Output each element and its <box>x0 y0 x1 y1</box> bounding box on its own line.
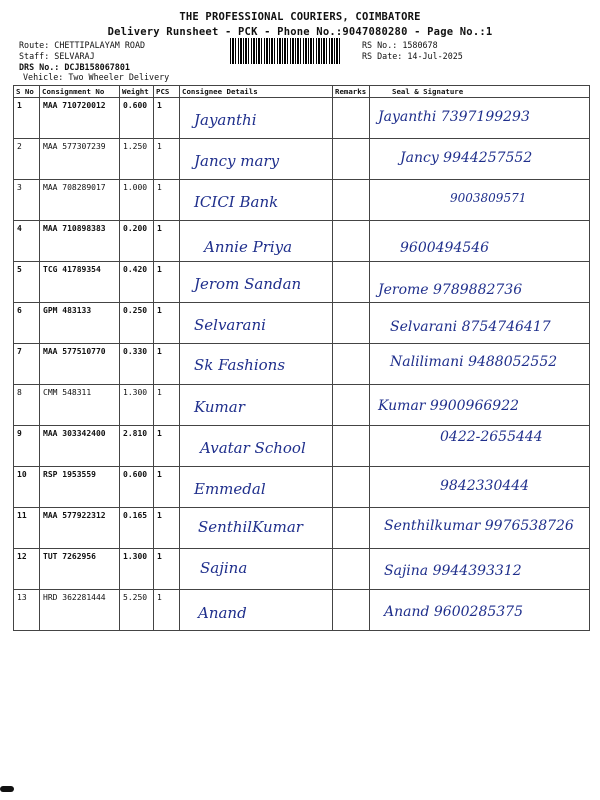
sno: 12 <box>14 549 40 590</box>
consignment-no: CMM 548311 <box>40 385 120 426</box>
consignee-handwriting: Anand <box>198 604 247 622</box>
consignee-handwriting: Jancy mary <box>194 152 280 170</box>
table-row <box>14 221 590 262</box>
company-title: THE PROFESSIONAL COURIERS, COIMBATORE <box>179 11 421 23</box>
drs-number: DRS No.: DCJB158067801 <box>19 62 130 72</box>
consignment-no: MAA 710720012 <box>40 98 120 139</box>
consignee-handwriting: Sajina <box>200 559 248 577</box>
consignee-handwriting: Jerom Sandan <box>194 275 302 293</box>
remarks <box>333 98 370 139</box>
signature-cell <box>370 98 590 139</box>
sno: 6 <box>14 303 40 344</box>
weight: 0.600 <box>120 98 154 139</box>
signature-cell <box>370 426 590 467</box>
sno: 3 <box>14 180 40 221</box>
pcs: 1 <box>154 590 180 631</box>
header-pcs: PCS <box>154 86 180 98</box>
signature-cell <box>370 590 590 631</box>
pcs: 1 <box>154 549 180 590</box>
header-sno: S No <box>14 86 40 98</box>
signature-cell <box>370 344 590 385</box>
table-row <box>14 303 590 344</box>
signature-handwriting: 0422-2655444 <box>440 429 543 445</box>
consignment-no: TCG 41789354 <box>40 262 120 303</box>
table-row <box>14 467 590 508</box>
header-consignment: Consignment No <box>40 86 120 98</box>
sno: 7 <box>14 344 40 385</box>
rs-number: RS No.: 1580678 <box>362 40 438 50</box>
route-label: Route: CHETTIPALAYAM ROAD <box>19 40 146 50</box>
pcs: 1 <box>154 180 180 221</box>
weight: 2.810 <box>120 426 154 467</box>
table-row <box>14 508 590 549</box>
consignee-cell <box>180 344 333 385</box>
weight: 0.165 <box>120 508 154 549</box>
signature-handwriting: Jayanthi 7397199293 <box>378 109 530 125</box>
consignee-cell <box>180 467 333 508</box>
scan-mark <box>0 786 14 792</box>
signature-cell <box>370 180 590 221</box>
remarks <box>333 221 370 262</box>
consignee-cell <box>180 303 333 344</box>
pcs: 1 <box>154 262 180 303</box>
weight: 0.330 <box>120 344 154 385</box>
consignment-no: RSP 1953559 <box>40 467 120 508</box>
staff-label: Staff: SELVARAJ <box>19 51 95 61</box>
signature-cell <box>370 508 590 549</box>
consignee-handwriting: ICICI Bank <box>194 193 279 211</box>
rs-date: RS Date: 14-Jul-2025 <box>362 51 463 61</box>
sno: 13 <box>14 590 40 631</box>
signature-handwriting: 9003809571 <box>450 191 527 205</box>
consignee-handwriting: Avatar School <box>200 439 306 457</box>
signature-cell <box>370 139 590 180</box>
signature-handwriting: Sajina 9944393312 <box>384 563 522 579</box>
signature-cell <box>370 262 590 303</box>
consignee-handwriting: Emmedal <box>194 480 266 498</box>
consignee-cell <box>180 385 333 426</box>
consignment-no: MAA 577307239 <box>40 139 120 180</box>
header-signature: Seal & Signature <box>370 86 590 98</box>
signature-handwriting: Kumar 9900966922 <box>378 398 520 414</box>
consignee-handwriting: Sk Fashions <box>194 356 286 374</box>
weight: 5.250 <box>120 590 154 631</box>
consignment-no: MAA 710898383 <box>40 221 120 262</box>
consignee-handwriting: SenthilKumar <box>198 518 303 536</box>
consignee-handwriting: Annie Priya <box>204 238 293 256</box>
signature-cell <box>370 467 590 508</box>
runsheet-subtitle: Delivery Runsheet - PCK - Phone No.:9047080280 - Page No.:1 <box>107 26 493 38</box>
sno: 11 <box>14 508 40 549</box>
sno: 5 <box>14 262 40 303</box>
sno: 8 <box>14 385 40 426</box>
signature-cell <box>370 221 590 262</box>
consignee-cell <box>180 139 333 180</box>
pcs: 1 <box>154 221 180 262</box>
signature-cell <box>370 549 590 590</box>
consignment-no: HRD 362281444 <box>40 590 120 631</box>
consignment-no: MAA 577922312 <box>40 508 120 549</box>
consignee-cell <box>180 590 333 631</box>
pcs: 1 <box>154 508 180 549</box>
table-row <box>14 98 590 139</box>
consignee-handwriting: Selvarani <box>194 316 266 334</box>
sno: 1 <box>14 98 40 139</box>
weight: 1.300 <box>120 549 154 590</box>
consignment-no: MAA 303342400 <box>40 426 120 467</box>
header-remarks: Remarks <box>333 86 370 98</box>
remarks <box>333 303 370 344</box>
consignee-cell <box>180 180 333 221</box>
remarks <box>333 549 370 590</box>
table-row <box>14 139 590 180</box>
vehicle-label: Vehicle: Two Wheeler Delivery <box>23 72 170 82</box>
consignee-cell <box>180 221 333 262</box>
table-row <box>14 385 590 426</box>
remarks <box>333 139 370 180</box>
weight: 0.600 <box>120 467 154 508</box>
pcs: 1 <box>154 426 180 467</box>
weight: 1.000 <box>120 180 154 221</box>
header-consignee: Consignee Details <box>180 86 333 98</box>
table-row <box>14 549 590 590</box>
signature-handwriting: Jerome 9789882736 <box>378 282 523 298</box>
consignee-cell <box>180 98 333 139</box>
remarks <box>333 590 370 631</box>
table-row <box>14 180 590 221</box>
consignee-cell <box>180 262 333 303</box>
signature-handwriting: Senthilkumar 9976538726 <box>384 518 574 534</box>
sno: 9 <box>14 426 40 467</box>
signature-handwriting: 9600494546 <box>400 240 490 256</box>
pcs: 1 <box>154 385 180 426</box>
remarks <box>333 180 370 221</box>
sno: 4 <box>14 221 40 262</box>
pcs: 1 <box>154 98 180 139</box>
table-header-row <box>14 86 590 98</box>
signature-cell <box>370 303 590 344</box>
remarks <box>333 262 370 303</box>
signature-cell <box>370 385 590 426</box>
runsheet-table <box>13 85 590 631</box>
consignee-cell <box>180 426 333 467</box>
pcs: 1 <box>154 467 180 508</box>
consignee-cell <box>180 549 333 590</box>
weight: 0.200 <box>120 221 154 262</box>
weight: 0.420 <box>120 262 154 303</box>
consignee-cell <box>180 508 333 549</box>
sno: 2 <box>14 139 40 180</box>
header-weight: Weight <box>120 86 154 98</box>
pcs: 1 <box>154 139 180 180</box>
remarks <box>333 467 370 508</box>
table-row <box>14 262 590 303</box>
pcs: 1 <box>154 344 180 385</box>
weight: 1.250 <box>120 139 154 180</box>
signature-handwriting: 9842330444 <box>440 478 530 494</box>
remarks <box>333 385 370 426</box>
barcode-image <box>230 38 340 64</box>
signature-handwriting: Nalilimani 9488052552 <box>390 354 558 370</box>
weight: 0.250 <box>120 303 154 344</box>
remarks <box>333 344 370 385</box>
consignment-no: GPM 483133 <box>40 303 120 344</box>
table-row <box>14 426 590 467</box>
signature-handwriting: Anand 9600285375 <box>384 604 523 620</box>
remarks <box>333 426 370 467</box>
table-row <box>14 344 590 385</box>
consignment-no: MAA 708289017 <box>40 180 120 221</box>
table-row <box>14 590 590 631</box>
signature-handwriting: Selvarani 8754746417 <box>390 319 551 335</box>
weight: 1.300 <box>120 385 154 426</box>
consignee-handwriting: Kumar <box>194 398 245 416</box>
consignment-no: MAA 577510770 <box>40 344 120 385</box>
consignment-no: TUT 7262956 <box>40 549 120 590</box>
remarks <box>333 508 370 549</box>
sno: 10 <box>14 467 40 508</box>
signature-handwriting: Jancy 9944257552 <box>400 150 533 166</box>
consignee-handwriting: Jayanthi <box>194 111 257 129</box>
pcs: 1 <box>154 303 180 344</box>
